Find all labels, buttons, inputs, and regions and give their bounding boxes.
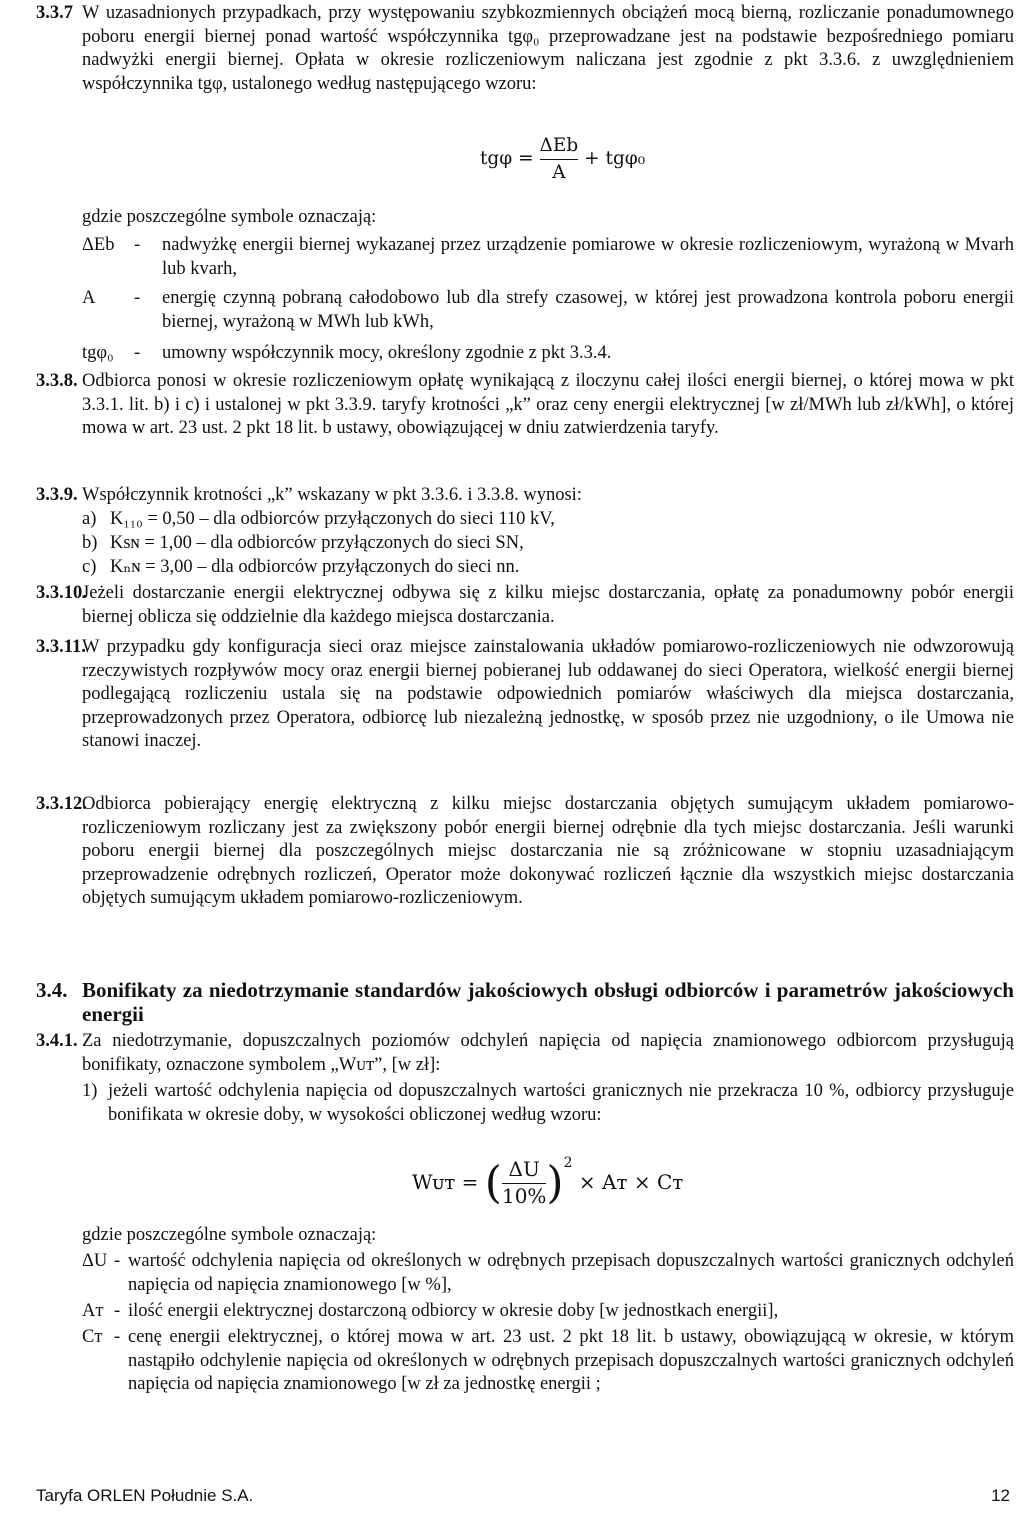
page-number: 12 — [991, 1486, 1010, 1505]
document-page: 3.3.7 W uzasadnionych przypadkach, przy występowaniu szybkozmiennych obciążeń mocą bierną, rozliczanie ponadumownego poboru energii biernej ponad wartość współczynnika tgφ₀ przeprowadzane jest na podstawie bezpośredniego pomiaru nadwyżki energii biernej. Opłata w okresie rozliczeniowym naliczana jest zgodnie z pkt 3.3.6. z uwzględnieniem współczynnika tgφ, ustalonego według następującego wzoru: tgφ = $\frac{\text{ΔEb}}{A}$ + tgφ₀ gdzie poszczególne symbole oznaczają: ΔEb - nadwyżkę energii biernej wykazanej przez urządzenie pomiarowe w okresie rozliczeniowym, wyrażoną w Mvarh lub kvarh, A - energię czynną pobraną całodobowo lub dla strefy czasowej, w której jest prowadzona kontrola poboru energii biernej, wyrażoną w MWh lub kWh, tgφ₀ - umowny współczynnik mocy, określony zgodnie z pkt 3.3.4. 3.3.8. Odbiorca ponosi w okresie rozliczeniowym opłatę wynikającą z iloczynu całej ilości energii biernej, o której mowa w pkt 3.3.1. lit. b) i c) i ustalonej w pkt 3.3.9. taryfy krotności „k” oraz ceny energii elektrycznej [w zł/MWh lub zł/kWh], o której mowa w art. 23 ust. 2 pkt 18 lit. b ustawy, obowiązującej w dniu zatwierdzenia taryfy. 3.3.9. Współczynnik krotności „k” wskazany w pkt 3.3.6. i 3.3.8. wynosi: a) K₁₁₀ = 0,50 – dla odbiorców przyłączonych do sieci 110 kV, b) Ksɴ = 1,00 – dla odbiorców przyłączonych do sieci SN, c) Kₙɴ = 3,00 – dla odbiorców przyłączonych do sieci nn. 3.3.10. Jeżeli dostarczanie energii elektrycznej odbywa się z kilku miejsc dostarczania, opłatę za ponadumowny pobór energii biernej oblicza się oddzielnie dla każdego miejsca dostarczania. 3.3.11. W przypadku gdy konfiguracja sieci oraz miejsce zainstalowania układów pomiarowo-rozliczeniowych nie odwzorowują rzeczywistych rozpływów mocy oraz energii biernej pobieranej lub oddawanej do sieci Operatora, wielkość energii biernej podlegającą rozliczeniu ustala się na podstawie odpowiednich pomiarów właściwych dla miejsca dostarczania, przeprowadzonych przez Operatora, odbiorcę lub niezależną jednostkę, w sposób przez nie uzgodniony, o ile Umowa nie stanowi inaczej. 3.3.12. Odbiorca pobierający energię elektryczną z kilku miejsc dostarczania objętych sumującym układem pomiarowo- rozliczeniowym rozliczany jest za zwiększony pobór energii biernej odrębnie dla tych miejsc dostarczania. Jeśli warunki poboru energii biernej dla poszczególnych miejsc dostarczania nie są zróżnicowane w stopniu uzasadniającym przeprowadzenie odrębnych rozliczeń, Operator może dokonywać rozliczeń łącznie dla wszystkich miejsc dostarczania objętych sumującym układem pomiarowo-rozliczeniowym. 3.4. Bonifikaty za niedotrzymanie standardów jakościowych obsługi odbiorców i parametrów jakościowych energii 3.4.1. Za niedotrzymanie, dopuszczalnych poziomów odchyleń napięcia od napięcia znamionowego odbiorcom przysługują bonifikaty, oznaczone symbolem „Wᴜᴛ”, [w zł]: 1) jeżeli wartość odchylenia napięcia od dopuszczalnych wartości granicznych nie przekracza 10 %, odbiorcy przysługuje bonifikata w okresie doby, w wysokości obliczonej według wzoru: Wᴜᴛ = ( $\frac{\Delta U}{10\%}$ )$^2$ × Aᴛ × Cᴛ gdzie poszczególne symbole oznaczają: ΔU - wartość odchylenia napięcia od określonych w odrębnych przepisach dopuszczalnych wartości granicznych odchyleń napięcia od napięcia znamionowego [w %], Aᴛ - ilość energii elektrycznej dostarczoną odbiorcy w okresie doby [w jednostkach energii], Cᴛ - cenę energii elektrycznej, o której mowa w art. 23 ust. 2 pkt 18 lit. b ustawy, obowiązującą w okresie, w którym nastąpiło odchylenie napięcia od określonych w odrębnych przepisach dopuszczalnych wartości granicznych odchyleń napięcia od napięcia znamionowego [w zł za jednostkę energii ; Taryfa ORLEN Południe S.A. 12 — [0, 0, 1024, 1515]
symbol-description: wartość odchylenia napięcia od określonych w odrębnych przepisach dopuszczalnych wartości granicznych odchyleń napięcia od napięcia znamionowego [w %], — [128, 1251, 1014, 1295]
section-number: 3.3.9. — [36, 485, 78, 505]
section-text: W uzasadnionych przypadkach, przy występowaniu szybkozmiennych obciążeń mocą bierną, rozliczanie ponadumownego poboru energii biernej ponad wartość współczynnika tgφ₀ przeprowadzane jest na podstawie bezpośredniego pomiaru nadwyżki energii biernej. Opłata w okresie rozliczeniowym naliczana jest zgodnie z pkt 3.3.6. z uwzględnieniem współczynnika tgφ, ustalonego według następującego wzoru: — [82, 3, 1014, 94]
footer-title: Taryfa ORLEN Południe S.A. — [36, 1486, 254, 1505]
formula-rhs: + tgφ₀ — [584, 148, 646, 170]
symbol-row: tgφ₀ - umowny współczynnik mocy, określony zgodnie z pkt 3.3.4. — [82, 342, 1014, 366]
section-number: 3.3.11. — [36, 637, 86, 657]
symbol: ΔEb — [82, 235, 115, 255]
symbol: A — [82, 288, 96, 308]
section-text: Współczynnik krotności „k” wskazany w pkt 3.3.6. i 3.3.8. wynosi: — [82, 485, 582, 505]
symbol-description: nadwyżkę energii biernej wykazanej przez urządzenie pomiarowe w okresie rozliczeniowym, wyrażoną w Mvarh lub kvarh, — [162, 235, 1014, 279]
symbol: tgφ₀ — [82, 343, 114, 363]
symbol: ΔU — [82, 1251, 108, 1271]
symbol-description: energię czynną pobraną całodobowo lub dla strefy czasowej, w której jest prowadzona kontrola poboru energii biernej, wyrażoną w MWh lub kWh, — [162, 288, 1014, 332]
symbol-description: umowny współczynnik mocy, określony zgodnie z pkt 3.3.4. — [162, 343, 612, 363]
formula-rhs: × Aᴛ × Cᴛ — [578, 1170, 684, 1194]
formula-denominator: 10% — [501, 1184, 547, 1208]
section-number: 3.4. — [36, 978, 68, 1002]
formula-fraction — [540, 134, 579, 184]
symbol-row: Aᴛ - ilość energii elektrycznej dostarczoną odbiorcy w okresie doby [w jednostkach energii], — [82, 1300, 1014, 1324]
symbol-description: cenę energii elektrycznej, o której mowa w art. 23 ust. 2 pkt 18 lit. b ustawy, obowiązującą w okresie, w którym nastąpiło odchylenie napięcia od określonych w odrębnych przepisach dopuszczalnych wartości granicznych odchyleń napięcia od napięcia znamionowego [w zł za jednostkę energii ; — [128, 1327, 1014, 1395]
section-number: 3.3.10. — [36, 583, 87, 603]
formula-tgphi — [480, 134, 645, 184]
symbol: Aᴛ — [82, 1301, 104, 1321]
section-text: Za niedotrzymanie, dopuszczalnych poziomów odchyleń napięcia od napięcia znamionowego odbiorcom przysługują bonifikaty, oznaczone symbolem „Wᴜᴛ”, [w zł]: — [82, 1031, 1014, 1075]
section-text: W przypadku gdy konfiguracja sieci oraz miejsce zainstalowania układów pomiarowo-rozliczeniowych nie odwzorowują rzeczywistych rozpływów mocy oraz energii biernej pobieranej lub oddawanej do sieci Operatora, wielkość energii biernej podlegającą rozliczeniu ustala się na podstawie odpowiednich pomiarów właściwych dla miejsca dostarczania, przeprowadzonych przez Operatora, odbiorcę lub niezależną jednostkę, w sposób przez nie uzgodniony, o ile Umowa nie stanowi inaczej. — [82, 637, 1014, 752]
formula-numerator: ΔEb — [539, 135, 579, 156]
symbol-description: ilość energii elektrycznej dostarczoną odbiorcy w okresie doby [w jednostkach energii], — [128, 1301, 779, 1321]
formula-lhs: Wᴜᴛ = — [412, 1170, 479, 1194]
formula-numerator: ΔU — [508, 1157, 540, 1182]
formula-exponent: 2 — [563, 1155, 573, 1171]
section-text: Jeżeli dostarczanie energii elektrycznej odbywa się z kilku miejsc dostarczania, opłatę za ponadumowny pobór energii biernej oblicza się oddzielnie dla każdego miejsca dostarczania. — [82, 583, 1014, 627]
symbol-row: Cᴛ - cenę energii elektrycznej, o której mowa w art. 23 ust. 2 pkt 18 lit. b ustawy, obowiązującą w okresie, w którym nastąpiło odchylenie napięcia od określonych w odrębnych przepisach dopuszczalnych wartości granicznych odchyleń napięcia od napięcia znamionowego [w zł za jednostkę energii ; — [82, 1326, 1014, 1446]
symbol-row: ΔU - wartość odchylenia napięcia od określonych w odrębnych przepisach dopuszczalnych wartości granicznych odchyleń napięcia od napięcia znamionowego [w %], — [82, 1250, 1014, 1298]
formula-denominator: A — [552, 161, 566, 183]
formula-fraction — [502, 1158, 546, 1208]
section-heading: Bonifikaty za niedotrzymanie standardów jakościowych obsługi odbiorców i parametrów jakościowych energii — [82, 978, 1014, 1026]
symbols-intro: gdzie poszczególne symbole oznaczają: — [82, 207, 377, 227]
symbols-intro: gdzie poszczególne symbole oznaczają: — [82, 1225, 377, 1245]
section-number: 3.3.8. — [36, 371, 78, 391]
symbol-row: A - energię czynną pobraną całodobowo lub dla strefy czasowej, w której jest prowadzona kontrola poboru energii biernej, wyrażoną w MWh lub kWh, — [82, 287, 1014, 335]
symbol-row: ΔEb - nadwyżkę energii biernej wykazanej przez urządzenie pomiarowe w okresie rozliczeniowym, wyrażoną w Mvarh lub kvarh, — [82, 234, 1014, 282]
section-number: 3.3.12. — [36, 794, 87, 814]
section-number: 3.4.1. — [36, 1031, 78, 1051]
section-text: Odbiorca ponosi w okresie rozliczeniowym opłatę wynikającą z iloczynu całej ilości energii biernej, o której mowa w pkt 3.3.1. lit. b) i c) i ustalonej w pkt 3.3.9. taryfy krotności „k” oraz ceny energii elektrycznej [w zł/MWh lub zł/kWh], o której mowa w art. 23 ust. 2 pkt 18 lit. b ustawy, obowiązującej w dniu zatwierdzenia taryfy. — [82, 371, 1014, 439]
formula-lhs: tgφ = — [480, 148, 534, 170]
symbol: Cᴛ — [82, 1327, 103, 1347]
section-number: 3.3.7 — [36, 3, 73, 23]
formula-wut: Wᴜᴛ = ( $\frac{\Delta U}{10\%}$ )$^2$ × Aᴛ × Cᴛ — [412, 1155, 684, 1209]
section-text: Odbiorca pobierający energię elektryczną z kilku miejsc dostarczania objętych sumującym układem pomiarowo- rozliczeniowym rozliczany jest za zwiększony pobór energii biernej odrębnie dla tych miejsc dostarczania. Jeśli warunki poboru energii biernej dla poszczególnych miejsc dostarczania nie są zróżnicowane w stopniu uzasadniającym przeprowadzenie odrębnych rozliczeń, Operator może dokonywać rozliczeń łącznie dla wszystkich miejsc dostarczania objętych sumującym układem pomiarowo-rozliczeniowym. — [82, 794, 1014, 909]
